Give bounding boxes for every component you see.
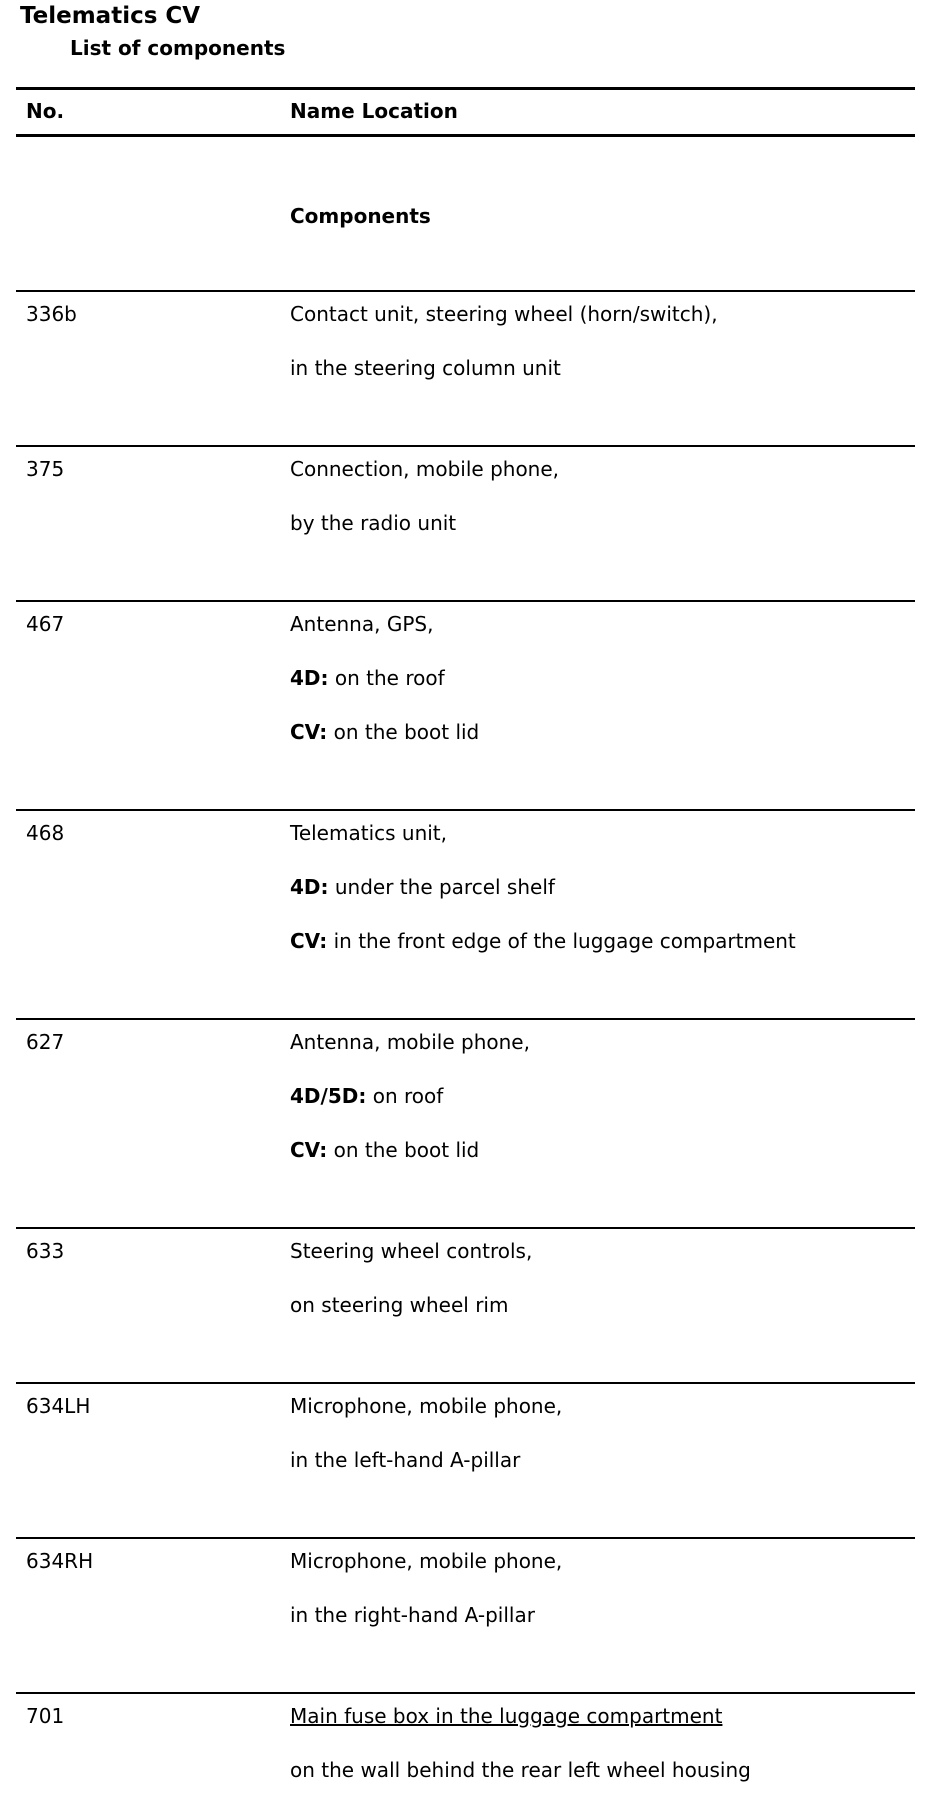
variant-prefix: CV:: [290, 1138, 328, 1162]
description-line: [290, 457, 915, 481]
description-line: [290, 929, 915, 953]
description-line: [290, 821, 915, 845]
description-text: Connection, mobile phone,: [290, 457, 560, 481]
components-table: [16, 87, 915, 1804]
component-description: [280, 1229, 915, 1382]
description-line: [290, 1084, 915, 1108]
description-text: on the wall behind the rear left wheel housing: [290, 1758, 751, 1782]
component-number: 634LH: [26, 1394, 91, 1418]
description-line: [290, 1394, 915, 1418]
component-link[interactable]: [290, 1704, 915, 1728]
header-name-location: Name Location: [290, 99, 458, 123]
table-row: [16, 1020, 915, 1229]
component-description: [280, 811, 915, 1018]
description-line: [290, 356, 915, 380]
description-line: [290, 666, 915, 690]
description-text: Microphone, mobile phone,: [290, 1394, 563, 1418]
component-number: 701: [26, 1704, 65, 1728]
description-text: Microphone, mobile phone,: [290, 1549, 563, 1573]
section-label-components: Components: [290, 204, 431, 228]
description-line: [290, 1549, 915, 1573]
variant-prefix: CV:: [290, 720, 328, 744]
description-text: in the right-hand A-pillar: [290, 1603, 535, 1627]
component-number: 634RH: [26, 1549, 94, 1573]
description-line: [290, 875, 915, 899]
table-row: [16, 602, 915, 811]
component-number: 467: [26, 612, 65, 636]
component-description: [280, 447, 915, 600]
description-text: in the steering column unit: [290, 356, 561, 380]
component-number: 633: [26, 1239, 65, 1263]
description-line: [290, 1293, 915, 1317]
document-subtitle: List of components: [70, 36, 286, 60]
variant-prefix: 4D:: [290, 666, 329, 690]
component-number: 336b: [26, 302, 77, 326]
description-text: on the boot lid: [327, 1138, 480, 1162]
description-line: [290, 1138, 915, 1162]
component-description: [280, 1539, 915, 1692]
table-row: [16, 447, 915, 602]
description-line: [290, 302, 915, 326]
table-header: [16, 87, 915, 137]
description-text: by the radio unit: [290, 511, 457, 535]
component-description: [280, 1020, 915, 1227]
variant-prefix: CV:: [290, 929, 328, 953]
description-text: Telematics unit,: [290, 821, 448, 845]
table-body: [16, 292, 915, 1804]
table-row: [16, 1384, 915, 1539]
description-text: on the roof: [328, 666, 445, 690]
description-line: [290, 1758, 915, 1782]
document-title: Telematics CV: [20, 3, 201, 29]
description-text: Contact unit, steering wheel (horn/switch),: [290, 302, 718, 326]
description-text: on the boot lid: [327, 720, 480, 744]
component-description: [280, 1384, 915, 1537]
component-description: [280, 602, 915, 809]
component-description: [280, 292, 915, 445]
description-text: on roof: [366, 1084, 444, 1108]
component-description: [280, 1694, 915, 1804]
description-line: [290, 720, 915, 744]
component-number: 468: [26, 821, 65, 845]
description-text: Antenna, GPS,: [290, 612, 434, 636]
description-text: in the left-hand A-pillar: [290, 1448, 521, 1472]
description-line: [290, 1030, 915, 1054]
table-row: [16, 811, 915, 1020]
description-line: [290, 511, 915, 535]
header-number: No.: [26, 99, 65, 123]
variant-prefix: 4D:: [290, 875, 329, 899]
description-line: [290, 1603, 915, 1627]
table-row: [16, 1539, 915, 1694]
component-number: 375: [26, 457, 65, 481]
description-line: [290, 1239, 915, 1263]
description-text: Antenna, mobile phone,: [290, 1030, 530, 1054]
table-row: [16, 292, 915, 447]
table-row: [16, 1694, 915, 1804]
description-text: Main fuse box in the luggage compartment: [290, 1704, 723, 1728]
description-text: in the front edge of the luggage compartment: [327, 929, 796, 953]
description-line: [290, 612, 915, 636]
description-text: on steering wheel rim: [290, 1293, 509, 1317]
description-text: under the parcel shelf: [328, 875, 555, 899]
component-number: 627: [26, 1030, 65, 1054]
table-row: [16, 1229, 915, 1384]
description-line: [290, 1448, 915, 1472]
section-row: [16, 137, 915, 292]
description-text: Steering wheel controls,: [290, 1239, 533, 1263]
variant-prefix: 4D/5D:: [290, 1084, 367, 1108]
